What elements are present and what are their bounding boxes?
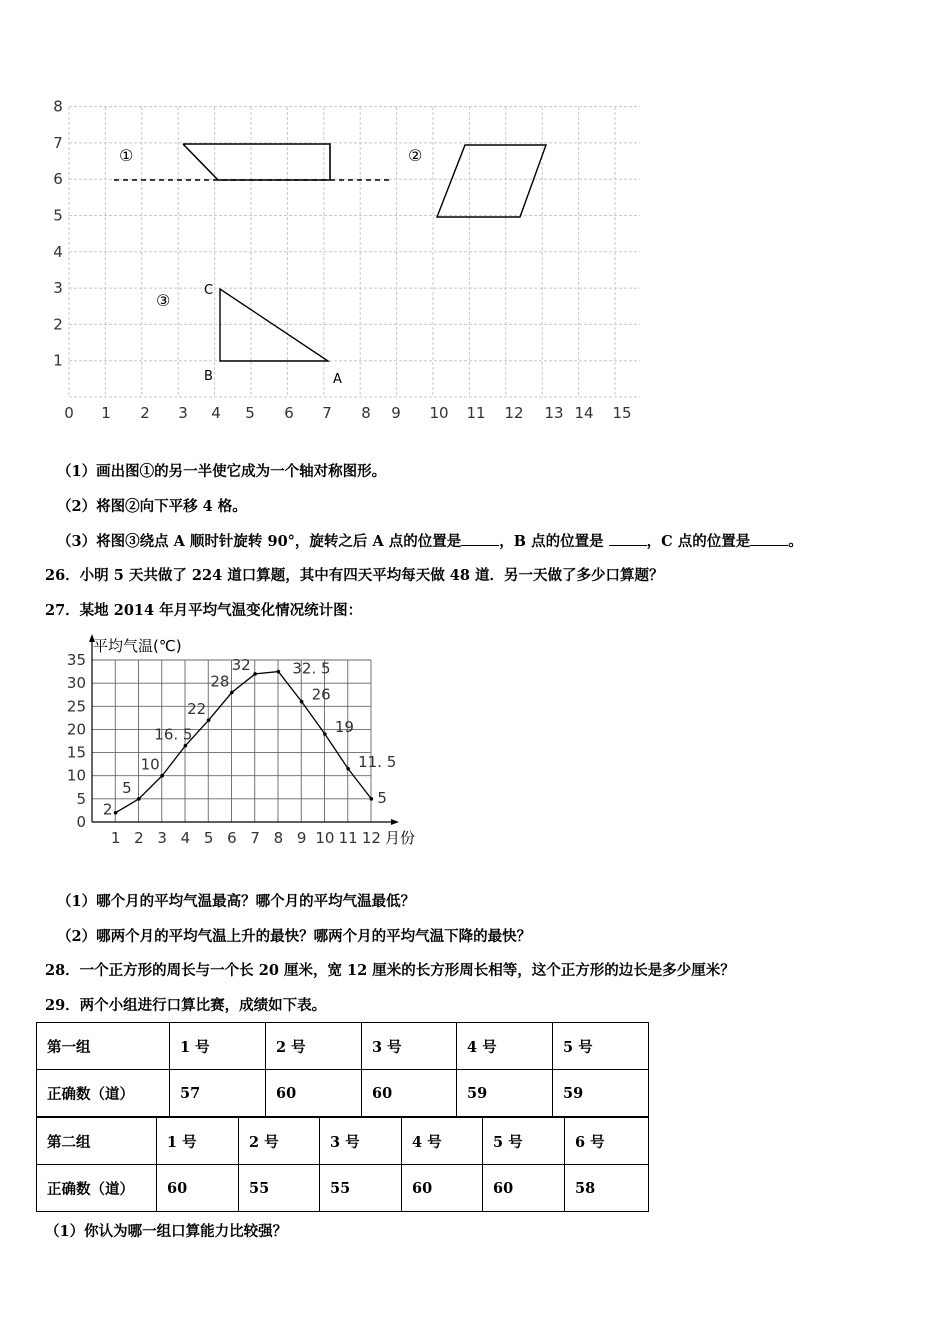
chart-y-tick: 30: [66, 674, 86, 693]
q27-title: 27．某地 2014 年月平均气温变化情况统计图：: [45, 602, 363, 619]
group1-value-cell: 57: [170, 1070, 266, 1117]
group2-header-cell: 2 号: [239, 1118, 320, 1165]
q29-title: 29．两个小组进行口算比赛，成绩如下表。: [45, 997, 327, 1014]
temperature-line-chart: [60, 630, 440, 855]
shape3-label: ③: [156, 291, 171, 310]
chart-x-tick: 8: [273, 829, 284, 847]
chart-data-label: 26: [311, 685, 331, 704]
group1-value-cell: 60: [266, 1070, 362, 1117]
q27-sub2: （2）哪两个月的平均气温上升的最快？哪两个月的平均气温下降的最快？: [57, 928, 532, 945]
group2-header-cell: 4 号: [402, 1118, 483, 1165]
x-tick-label: 7: [322, 404, 332, 422]
chart-y-tick: 15: [66, 743, 86, 762]
chart-point: [137, 797, 141, 801]
y-tick-label: 5: [53, 206, 63, 225]
chart-data-label: 28: [210, 672, 230, 691]
point-b-label: B: [204, 369, 213, 384]
q25-sub3-end: 。: [788, 533, 803, 550]
q25-sub3: [57, 530, 803, 551]
chart-x-tick: 7: [250, 829, 260, 847]
point-c-label: C: [204, 283, 214, 298]
chart-x-tick: 11: [338, 829, 358, 847]
chart-x-tick: 2: [134, 829, 144, 847]
x-tick-label: 11: [466, 404, 486, 422]
chart-data-label: 11. 5: [358, 752, 397, 771]
shape1-label: ①: [119, 146, 134, 165]
group2-header-cell: 6 号: [565, 1118, 649, 1165]
x-tick-label: 4: [211, 404, 221, 422]
chart-x-tick: 4: [180, 829, 191, 847]
y-tick-label: 1: [53, 351, 63, 370]
table-row: [37, 1023, 649, 1070]
y-tick-label: 8: [53, 97, 63, 116]
chart-point: [253, 672, 257, 676]
group2-header-cell: 3 号: [320, 1118, 402, 1165]
answer-blank-a[interactable]: [461, 531, 499, 546]
chart-data-label: 32: [231, 655, 251, 674]
group2-header-cell: 1 号: [157, 1118, 239, 1165]
chart-point: [207, 718, 211, 722]
x-tick-label: 15: [612, 404, 632, 422]
group1-header-cell: 1 号: [170, 1023, 266, 1070]
chart-data-label: 19: [334, 718, 354, 737]
chart-data-label: 22: [187, 700, 207, 719]
y-tick-label: 6: [53, 170, 63, 189]
q25-sub3-part-a: （3）将图③绕点 A 顺时针旋转 90°，旋转之后 A 点的位置是: [57, 533, 462, 550]
grid-figure: [40, 95, 640, 430]
chart-point: [277, 670, 281, 674]
chart-point: [184, 744, 188, 748]
shape2-parallelogram: [437, 145, 546, 217]
group2-value-cell: 60: [402, 1165, 483, 1212]
chart-point: [370, 797, 374, 801]
answer-blank-b[interactable]: [609, 531, 647, 546]
chart-point: [323, 732, 327, 736]
chart-data-label: 32. 5: [292, 659, 331, 678]
shape2-label: ②: [408, 146, 423, 165]
x-tick-label: 3: [178, 404, 188, 422]
x-tick-label: 9: [391, 404, 401, 422]
x-tick-label: 5: [245, 404, 255, 422]
chart-y-tick: 0: [76, 813, 86, 831]
group2-value-cell: 55: [239, 1165, 320, 1212]
chart-points: [114, 670, 373, 815]
group2-value-cell: 60: [157, 1165, 239, 1212]
chart-labels: [103, 656, 396, 819]
q25-sub1: （1）画出图①的另一半使它成为一个轴对称图形。: [57, 463, 387, 480]
table-row: [37, 1118, 649, 1165]
x-tick-label: 8: [361, 404, 371, 422]
grid-tick-labels: [53, 98, 631, 422]
chart-point: [300, 700, 304, 704]
q27-sub1: （1）哪个月的平均气温最高？哪个月的平均气温最低？: [57, 893, 416, 910]
q25-sub3-part-b: ，B 点的位置是: [499, 533, 609, 550]
chart-x-tick: 10: [315, 829, 335, 847]
chart-x-tick: 12: [361, 829, 381, 847]
chart-xlabel: 月份: [385, 829, 416, 847]
answer-blank-c[interactable]: [750, 531, 788, 546]
group1-value-cell: 59: [553, 1070, 649, 1117]
chart-data-label: 2: [102, 800, 113, 819]
group1-value-cell: 正确数（道）: [37, 1070, 170, 1117]
q28-text: 28．一个正方形的周长与一个长 20 厘米，宽 12 厘米的长方形周长相等，这个正方形的边长是多少厘米？: [45, 962, 735, 979]
table-row: [37, 1165, 649, 1212]
y-tick-label: 3: [53, 279, 63, 298]
q26-text: 26．小明 5 天共做了 224 道口算题，其中有四天平均每天做 48 道．另一天做了多少口算题？: [45, 567, 664, 584]
chart-x-tick: 3: [157, 829, 167, 847]
q29-sub1: （1）你认为哪一组口算能力比较强？: [45, 1223, 288, 1240]
x-axis-arrow: [391, 819, 399, 825]
chart-y-tick: 35: [66, 651, 86, 669]
x-tick-label: 14: [574, 404, 594, 422]
group1-header-cell: 3 号: [362, 1023, 457, 1070]
group1-value-cell: 60: [362, 1070, 457, 1117]
chart-y-tick: 20: [66, 720, 86, 739]
x-tick-label: 13: [544, 404, 564, 422]
point-a-label: A: [333, 372, 342, 387]
chart-y-tick: 5: [76, 789, 86, 808]
group2-value-cell: 58: [565, 1165, 649, 1212]
group2-value-cell: 60: [483, 1165, 565, 1212]
group1-value-cell: 59: [457, 1070, 553, 1117]
group2-header-cell: 5 号: [483, 1118, 565, 1165]
q25-sub2: （2）将图②向下平移 4 格。: [57, 498, 247, 515]
group1-header-cell: 2 号: [266, 1023, 362, 1070]
chart-ylabel: 平均气温(℃): [93, 637, 182, 655]
x-tick-label: 1: [101, 404, 111, 422]
x-tick-label: 12: [504, 404, 524, 422]
group2-table: [36, 1117, 649, 1212]
group1-header-cell: 4 号: [457, 1023, 553, 1070]
chart-data-label: 5: [122, 778, 132, 797]
group1-table: [36, 1022, 649, 1117]
chart-point: [160, 774, 164, 778]
chart-point: [114, 811, 118, 815]
chart-data-label: 5: [377, 788, 387, 807]
chart-point: [230, 691, 234, 695]
chart-y-tick: 25: [66, 697, 86, 716]
x-tick-label: 2: [140, 404, 150, 422]
q25-sub3-part-c: ，C 点的位置是: [646, 533, 751, 550]
table-row: [37, 1070, 649, 1117]
shape3-triangle: [220, 289, 328, 361]
y-tick-label: 2: [53, 315, 63, 334]
group2-value-cell: 正确数（道）: [37, 1165, 157, 1212]
chart-x-tick: 1: [110, 829, 121, 847]
chart-data-label: 10: [140, 755, 160, 774]
chart-x-tick: 5: [203, 829, 214, 847]
group2-header-cell: 第二组: [37, 1118, 157, 1165]
chart-x-tick: 6: [227, 829, 237, 847]
chart-point: [346, 767, 350, 771]
chart-y-tick: 10: [66, 766, 86, 785]
y-tick-label: 4: [53, 242, 63, 261]
x-tick-label: 10: [429, 404, 449, 422]
group1-header-cell: 5 号: [553, 1023, 649, 1070]
chart-x-tick: 9: [296, 829, 307, 847]
x-tick-label: 0: [64, 404, 74, 422]
y-tick-label: 7: [53, 133, 63, 152]
group2-value-cell: 55: [320, 1165, 402, 1212]
x-tick-label: 6: [284, 404, 294, 422]
chart-data-label: 16. 5: [154, 725, 193, 744]
grid-lines: [69, 107, 640, 397]
shape1-half: [183, 144, 330, 180]
group1-header-cell: 第一组: [37, 1023, 170, 1070]
